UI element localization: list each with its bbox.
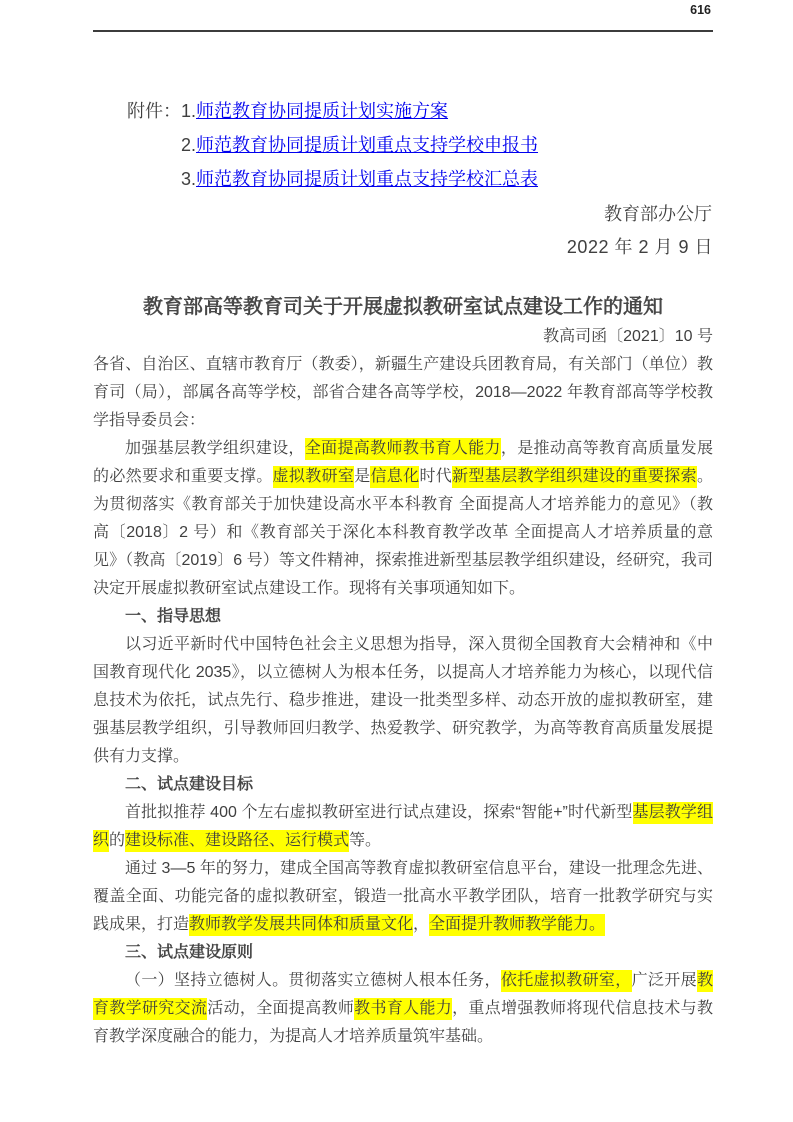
attachment-link-2[interactable]: 师范教育协同提质计划重点支持学校申报书 [196, 135, 539, 155]
signature-block [93, 198, 713, 264]
highlighted-text: 全面提升教师教学能力。 [429, 914, 605, 936]
section-heading [93, 939, 713, 967]
highlighted-text: 全面提高教师教书育人能力 [305, 438, 501, 460]
signature-org: 教育部办公厅 [604, 204, 712, 224]
text-run: 时代 [419, 468, 453, 485]
highlighted-text: 建设标准、建设路径、运行模式 [125, 830, 349, 852]
body-paragraph [93, 351, 713, 435]
text-run: 各省、自治区、直辖市教育厅（教委），新疆生产建设兵团教育局，有关部门（单位）教育司（局），部属各高等学校，部省合建各高等学校，2018—2022 年教育部高等学校教学指导委员会： [93, 356, 713, 429]
text-run: 二、试点建设目标 [125, 776, 254, 793]
text-run: 的 [109, 832, 126, 849]
text-run: 通过 3—5 年的努力，建成全国高等教育虚拟教研室信息平台，建设一批理念先进、覆盖全面、功能完备的虚拟教研室，锻造一批高水平教学团队，培育一批教学研究与实践成果，打造 [93, 860, 713, 933]
text-run: ， [413, 916, 430, 933]
attachments-block [127, 94, 713, 196]
body-paragraph [93, 967, 713, 1051]
text-run: （一）坚持立德树人。贯彻落实立德树人根本任务， [125, 972, 501, 989]
text-run: 首批拟推荐 400 个左右虚拟教研室进行试点建设，探索“智能+”时代新型 [125, 804, 633, 821]
body-paragraph [93, 631, 713, 771]
page-content [93, 0, 713, 1051]
highlighted-text: 信息化 [370, 466, 419, 488]
signature-date: 2022 年 2 月 9 日 [566, 237, 713, 257]
body-paragraph [93, 855, 713, 939]
text-run: 加强基层教学组织建设， [125, 440, 305, 457]
section-heading [93, 771, 713, 799]
attachment-item [181, 94, 538, 128]
header-rule [93, 30, 713, 32]
section-heading [93, 603, 713, 631]
highlighted-text: 教师教学发展共同体和质量文化 [189, 914, 413, 936]
text-run: ，是推动高等教育高质量发展的必然要求和重要支撑。 [93, 440, 713, 485]
attachment-number: 1. [181, 101, 197, 121]
attachment-link-1[interactable]: 师范教育协同提质计划实施方案 [196, 101, 449, 121]
text-run: 活动，全面提高教师 [207, 1000, 355, 1017]
text-run: 是 [354, 468, 371, 485]
body-paragraph [93, 799, 713, 855]
highlighted-text: 教育教学研究交流 [93, 970, 713, 1020]
text-run: 三、试点建设原则 [125, 944, 254, 961]
page-number: 616 [690, 3, 711, 17]
text-run: 以习近平新时代中国特色社会主义思想为指导，深入贯彻全国教育大会精神和《中国教育现代化 2035》，以立德树人为根本任务，以提高人才培养能力为核心，以现代信息技术为依托，试点先行、稳步推进，建设一批类型多样、动态开放的虚拟教研室，建强基层教学组织，引导教师回归教学、热爱教学、研究教学，为高等教育高质量发展提供有力支撑。 [93, 636, 713, 765]
highlighted-text: 虚拟教研室 [273, 466, 355, 488]
notice-title: 教育部高等教育司关于开展虚拟教研室试点建设工作的通知 [143, 296, 663, 318]
text-run: ，重点增强教师将现代信息技术与教育教学深度融合的能力，为提高人才培养质量筑牢基础。 [93, 1000, 713, 1045]
attachment-item [181, 128, 538, 162]
text-run: 等。 [349, 832, 382, 849]
text-run: 一、指导思想 [125, 608, 222, 625]
highlighted-text: 依托虚拟教研室， [501, 970, 632, 992]
attachment-number: 3. [181, 169, 197, 189]
highlighted-text: 新型基层教学组织建设的重要探索 [452, 466, 697, 488]
attachment-link-3[interactable]: 师范教育协同提质计划重点支持学校汇总表 [196, 169, 539, 189]
body-paragraph [93, 435, 713, 603]
attachment-number: 2. [181, 135, 197, 155]
notice-body [93, 351, 713, 1051]
text-run: 。为贯彻落实《教育部关于加快建设高水平本科教育 全面提高人才培养能力的意见》（教高〔2018〕2 号）和《教育部关于深化本科教育教学改革 全面提高人才培养质量的意见》（教高〔2019〕6 号）等文件精神，探索推进新型基层教学组织建设，经研究，我司决定开展虚拟教研室试点建设工作。现将有关事项通知如下。 [93, 468, 713, 597]
attachments-list [181, 94, 538, 196]
attachments-label: 附件： [127, 101, 181, 121]
doc-number: 教高司函〔2021〕10 号 [543, 328, 713, 345]
highlighted-text: 基层教学组织 [93, 802, 713, 852]
highlighted-text: 教书育人能力 [354, 998, 452, 1020]
text-run: 广泛开展 [631, 972, 697, 989]
attachment-item [181, 162, 538, 196]
